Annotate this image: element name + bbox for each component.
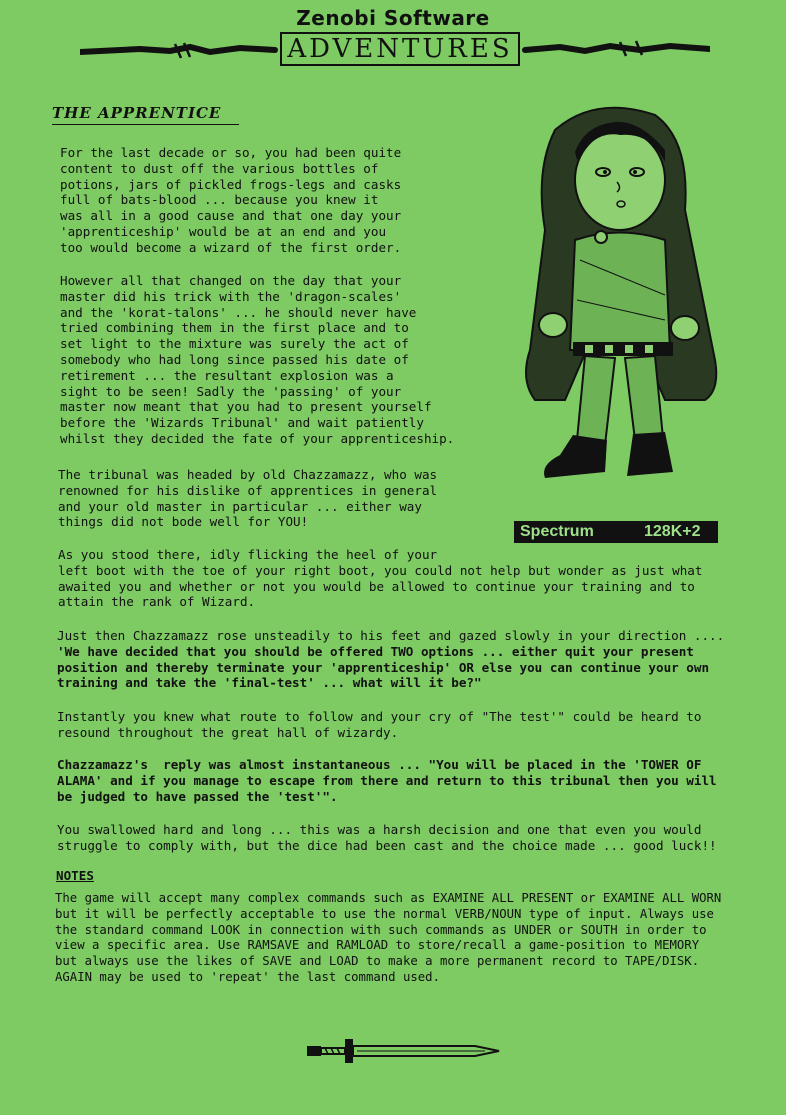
text-line: set light to the mixture was surely the act of [60, 336, 409, 352]
text-line: ALAMA' and if you manage to escape from there and return to this tribunal then you will [57, 772, 717, 788]
sword-icon [305, 1036, 501, 1066]
text-line: Chazzamazz's reply was almost instantaneous ... "You will be placed in the 'TOWER OF [57, 757, 702, 772]
text-line: content to dust off the various bottles of [60, 160, 379, 176]
text-line: and your old master in particular ... either way [58, 498, 422, 514]
text-line: For the last decade or so, you had been quite [60, 145, 402, 160]
text-line: things did not bode well for YOU! [58, 514, 309, 530]
text-line: training and take the 'final-test' ... what will it be?" [57, 675, 482, 691]
story-paragraph [60, 273, 454, 447]
text-line: position and thereby terminate your 'apprenticeship' OR else you can continue your own [57, 659, 710, 675]
text-line: but it will be perfectly acceptable to use the normal VERB/NOUN type of input. Always use [55, 906, 714, 921]
story-paragraph [58, 467, 437, 530]
text-line: master now meant that you had to present yourself [60, 399, 432, 415]
text-line: left boot with the toe of your right boot, you could not help but wonder as just what [58, 562, 703, 578]
text-line: somebody who had long since passed his date of [60, 351, 409, 367]
text-line: struggle to comply with, but the dice had been cast and the choice made ... good luck!! [57, 837, 717, 853]
text-line: attain the rank of Wizard. [58, 594, 256, 610]
game-title: THE APPRENTICE [52, 104, 239, 125]
story-paragraph [57, 757, 717, 804]
story-paragraph [57, 709, 701, 741]
text-line: master did his trick with the 'dragon-scales' [60, 288, 402, 304]
text-line: view a specific area. Use RAMSAVE and RAMLOAD to store/recall a game-position to MEMORY [55, 938, 700, 953]
text-line: renowned for his dislike of apprentices in general [58, 482, 438, 498]
story-paragraph [57, 628, 724, 691]
text-line: 'apprenticeship' would be at an end and you [60, 223, 387, 239]
text-line: tried combining them in the first place and to [60, 320, 409, 336]
text-line: was all in a good cause and that one day your [60, 208, 402, 224]
text-line: AGAIN may be used to 'repeat' the last command used. [55, 969, 440, 984]
text-line: As you stood there, idly flicking the heel of your [58, 547, 438, 562]
text-line: Instantly you knew what route to follow and your cry of "The test'" could be heard to [57, 709, 702, 724]
text-line: The tribunal was headed by old Chazzamazz, who was [58, 467, 438, 482]
text-line: potions, jars of pickled frogs-legs and casks [60, 176, 402, 192]
text-line: resound throughout the great hall of wizardy. [57, 724, 399, 740]
text-line: but always use the likes of SAVE and LOAD to make a more permanent record to TAPE/DISK. [55, 954, 700, 969]
adventures-title: ADVENTURES [280, 32, 520, 66]
text-line: and the 'korat-talons' ... he should never have [60, 304, 417, 320]
text-line: 'We have decided that you should be offered TWO options ... either quit your present [57, 643, 694, 659]
text-line: The game will accept many complex commands such as EXAMINE ALL PRESENT or EXAMINE ALL WORN [55, 891, 722, 905]
adventures-banner [80, 30, 710, 70]
text-line: before the 'Wizards Tribunal' and wait patiently [60, 415, 424, 431]
publisher-name: Zenobi Software [296, 6, 490, 30]
intro-paragraph [60, 145, 401, 256]
notes-body [55, 891, 721, 986]
text-line: full of bats-blood ... because you knew it [60, 192, 379, 208]
model-label: 128K+2 [644, 523, 701, 540]
text-line: However all that changed on the day that your [60, 273, 402, 288]
text-line: sight to be seen! Sadly the 'passing' of your [60, 383, 402, 399]
story-paragraph [57, 822, 717, 854]
text-line: retirement ... the resultant explosion was a [60, 367, 394, 383]
text-line: too would become a wizard of the first order. [60, 239, 402, 255]
hooded-apprentice-illustration [515, 100, 725, 512]
text-line: be judged to have passed the 'test'". [57, 788, 338, 804]
notes-heading: NOTES [56, 868, 94, 883]
text-line: whilst they decided the fate of your apprenticeship. [60, 430, 455, 446]
text-line: the standard command LOOK in connection with such commands as UNDER or SOUTH in order to [55, 922, 707, 937]
story-paragraph [58, 547, 702, 610]
text-line: Just then Chazzamazz rose unsteadily to his feet and gazed slowly in your direction .... [57, 628, 725, 643]
platform-badge [514, 521, 718, 543]
text-line: awaited you and whether or not you would be allowed to continue your training and to [58, 578, 695, 594]
platform-label: Spectrum [520, 523, 594, 540]
text-line: You swallowed hard and long ... this was a harsh decision and one that even you would [57, 822, 702, 837]
